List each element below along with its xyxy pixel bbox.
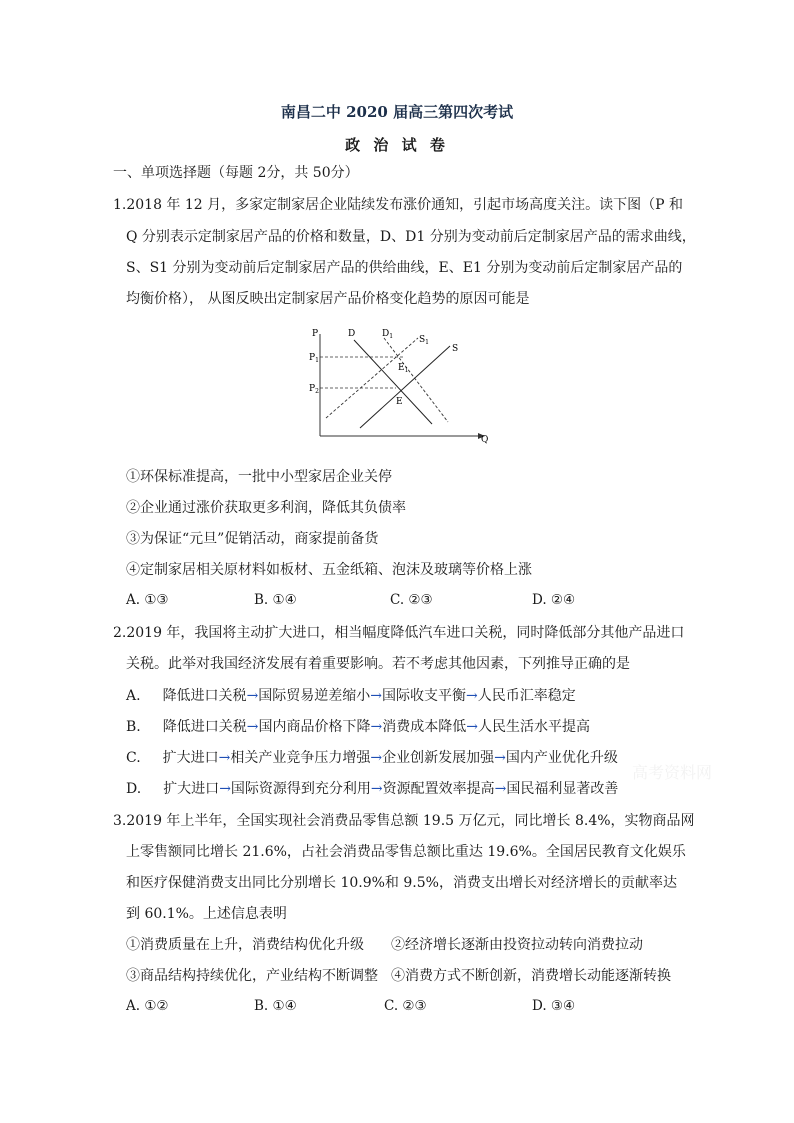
arrow-icon: → <box>246 688 259 704</box>
q1-option-a[interactable]: A. ①③ <box>126 592 169 608</box>
q3-option-a[interactable]: A. ①② <box>126 998 169 1014</box>
e-label: E <box>396 397 403 407</box>
q2-option-d[interactable]: D. 扩大进口→国际资源得到充分利用→资源配置效率提高→国民福利显著改善 <box>126 781 619 797</box>
q1-stem-line: 均衡价格）， 从图反映出定制家居产品价格变化趋势的原因可能是 <box>126 291 530 307</box>
exam-title: 南昌二中 2020 届高三第四次考试 <box>280 103 514 121</box>
q1-option-d[interactable]: D. ②④ <box>532 592 576 608</box>
q1-stem-line: Q 分别表示定制家居产品的价格和数量，D、D1 分别为变动前后定制家居产品的需求曲线， <box>126 229 696 245</box>
q-axis-label: Q <box>481 435 489 445</box>
d-label: D <box>348 329 356 339</box>
supply-demand-chart <box>300 324 500 446</box>
q3-stem-line: 和医疗保健消费支出同比分别增长 10.9%和 9.5%，消费支出增长对经济增长的贡献率达 <box>126 875 677 891</box>
exam-subject: 政 治 试 卷 <box>345 136 449 154</box>
p1-label: $P_1$ <box>309 353 319 364</box>
q3-statement: ④消费方式不断创新，消费增长动能逐渐转换 <box>391 968 671 984</box>
s-label: S <box>452 344 459 354</box>
q1-option-c[interactable]: C. ②③ <box>390 592 433 608</box>
arrow-icon: → <box>494 750 506 766</box>
q3-stem-line: 3.2019 年上半年，全国实现社会消费品零售总额 19.5 万亿元，同比增长 8.4%，实物商品网 <box>113 813 695 829</box>
q2-option-b[interactable]: B. 降低进口关税→国内商品价格下降→消费成本降低→人民生活水平提高 <box>126 719 590 735</box>
p2-label: $P_2$ <box>309 384 319 395</box>
q1-stem-line: 1.2018 年 12 月，多家定制家居企业陆续发布涨价通知，引起市场高度关注。读下图（P 和 <box>113 197 684 213</box>
q1-option-b[interactable]: B. ①④ <box>254 592 297 608</box>
supply-curve-s1 <box>326 338 418 418</box>
q3-options <box>126 998 606 1018</box>
q3-statement: ①消费质量在上升，消费结构优化升级 <box>126 937 364 953</box>
q3-stem-line: 到 60.1%。上述信息表明 <box>126 906 287 922</box>
s1-label: $S_1$ <box>419 335 429 346</box>
q2-option-a[interactable]: A. 降低进口关税→国际贸易逆差缩小→国际收支平衡→人民币汇率稳定 <box>126 688 576 704</box>
q3-stem-line: 上零售额同比增长 21.6%，占社会消费品零售总额比重达 19.6%。全国居民教育文化娱乐 <box>126 844 686 860</box>
watermark: 高考资料网 <box>632 763 713 782</box>
arrow-icon: → <box>370 781 383 797</box>
q3-option-c[interactable]: C. ②③ <box>384 998 427 1014</box>
arrow-icon: → <box>370 719 383 735</box>
arrow-icon: → <box>218 750 231 766</box>
q2-option-c[interactable]: C. 扩大进口→相关产业竞争压力增强→企业创新发展加强→国内产业优化升级 <box>126 750 618 766</box>
arrow-icon: → <box>466 719 478 735</box>
section-heading: 一、单项选择题（每题 2分，共 50分） <box>113 165 359 181</box>
q1-statement: ①环保标准提高，一批中小型家居企业关停 <box>126 469 392 485</box>
q1-stem-line: S、S1 分别为变动前后定制家居产品的供给曲线，E、E1 分别为变动前后定制家居产品的 <box>126 260 683 276</box>
q3-option-b[interactable]: B. ①④ <box>254 998 297 1014</box>
q1-statement: ④定制家居相关原材料如板材、五金纸箱、泡沫及玻璃等价格上涨 <box>126 562 532 578</box>
arrow-icon: → <box>219 781 231 797</box>
demand-curve-d <box>354 340 432 424</box>
q3-option-d[interactable]: D. ③④ <box>532 998 576 1014</box>
arrow-icon: → <box>494 781 507 797</box>
arrow-icon: → <box>370 750 383 766</box>
q1-options <box>126 592 606 612</box>
supply-curve-s <box>360 346 450 428</box>
q3-statement: ②经济增长逐渐由投资拉动转向消费拉动 <box>391 937 643 953</box>
e1-label: $E_1$ <box>398 363 409 374</box>
q3-statement: ③商品结构持续优化，产业结构不断调整 <box>126 968 378 984</box>
arrow-icon: → <box>466 688 478 704</box>
q2-stem-line: 2.2019 年，我国将主动扩大进口，相当幅度降低汽车进口关税，同时降低部分其他产品进口 <box>113 625 685 641</box>
q1-statement: ③为保证“元旦”促销活动，商家提前备货 <box>126 531 379 547</box>
arrow-icon: → <box>370 688 383 704</box>
arrow-icon: → <box>246 719 259 735</box>
q2-stem-line: 关税。此举对我国经济发展有着重要影响。若不考虑其他因素，下列推导正确的是 <box>126 656 630 672</box>
demand-curve-d1 <box>384 338 448 422</box>
d1-label: $D_1$ <box>382 329 394 340</box>
q1-statement: ②企业通过涨价获取更多利润，降低其负债率 <box>126 500 406 516</box>
p-axis-label: P <box>312 329 319 339</box>
